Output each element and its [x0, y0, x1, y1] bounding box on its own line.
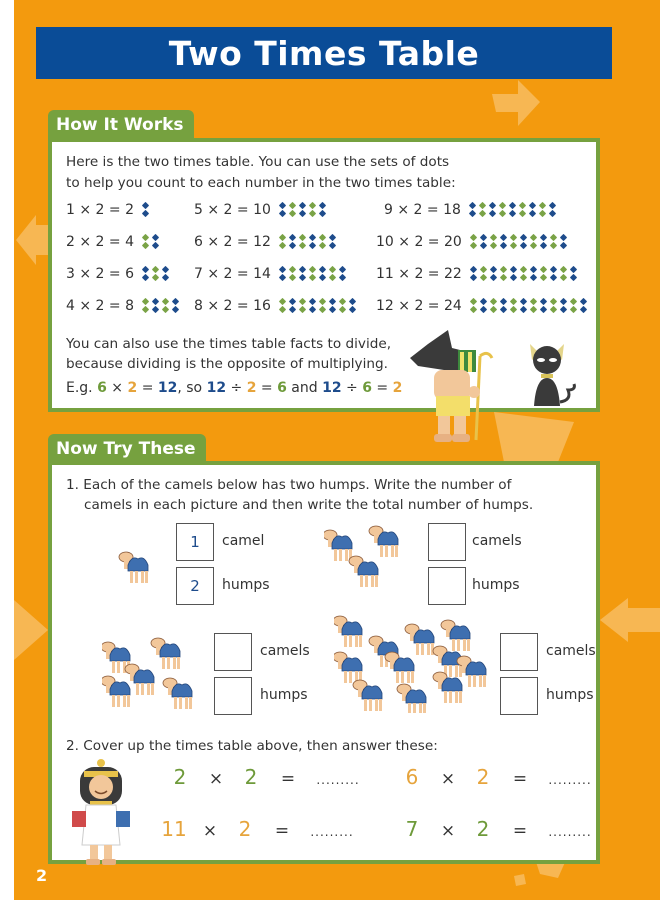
question-1-line-2: camels in each picture and then write the total number of humps.	[84, 497, 534, 513]
camel-count-input[interactable]	[500, 633, 538, 671]
calc-equals: =	[512, 821, 528, 841]
hump-count-input[interactable]: 2	[176, 567, 214, 605]
calculation-row	[396, 765, 598, 789]
fact-equation: 3 × 2 = 6	[66, 266, 134, 282]
counting-dots-icon	[142, 266, 169, 282]
fact-equation: 6 × 2 = 12	[194, 234, 271, 250]
times-table-fact	[66, 266, 169, 282]
times-table-fact	[66, 234, 159, 250]
example-number: 2	[246, 380, 257, 396]
fact-equation: 11 × 2 = 22	[376, 266, 462, 282]
hump-count-label: humps	[222, 577, 270, 593]
arrow-decoration-icon	[506, 860, 576, 890]
example-number: 12	[157, 380, 178, 396]
counting-dots-icon	[470, 266, 577, 282]
counting-dots-icon	[142, 298, 179, 314]
calc-operator: ×	[440, 821, 456, 841]
answer-blank-input[interactable]: .........	[316, 773, 360, 787]
calc-operator: ×	[440, 769, 456, 789]
calculation-row	[158, 817, 360, 841]
hump-count-label: humps	[472, 577, 520, 593]
times-table-fact	[376, 234, 567, 250]
camel-count-input[interactable]	[428, 523, 466, 561]
title-bar	[36, 27, 612, 79]
hump-count-input[interactable]	[214, 677, 252, 715]
calculation-row	[164, 765, 366, 789]
worksheet-page	[14, 0, 660, 900]
divide-line-2: because dividing is the opposite of multiplying.	[66, 356, 388, 372]
hump-count-label: humps	[260, 687, 308, 703]
question-2: 2. Cover up the times table above, then answer these:	[66, 738, 438, 754]
answer-blank-input[interactable]: .........	[310, 825, 354, 839]
egyptian-girl-illustration-icon	[70, 757, 132, 869]
counting-dots-icon	[142, 234, 159, 250]
example-number: 6	[362, 380, 372, 396]
example-number: 6	[97, 380, 107, 396]
calc-equals: =	[274, 821, 290, 841]
camel-count-label: camels	[472, 533, 522, 549]
intro-text	[66, 152, 456, 194]
example-number: 12	[206, 380, 227, 396]
calculation-row	[396, 817, 598, 841]
example-operator: ÷	[230, 380, 243, 396]
now-try-these-panel	[48, 461, 600, 864]
example-number: 2	[127, 380, 138, 396]
divide-line-1: You can also use the times table facts to divide,	[66, 336, 392, 352]
tab-how-it-works: How It Works	[48, 110, 194, 139]
example-word: and	[291, 380, 318, 396]
arrow-right-decoration-icon	[492, 80, 542, 128]
answer-blank-input[interactable]: .........	[548, 825, 592, 839]
times-table-fact	[376, 298, 587, 314]
example-number: 6	[277, 380, 287, 396]
example-operator: =	[376, 380, 389, 396]
example-number: 2	[392, 380, 403, 396]
example-number: 12	[322, 380, 342, 396]
answer-blank-input[interactable]: .........	[548, 773, 592, 787]
intro-line-2: to help you count to each number in the two times table:	[66, 175, 456, 191]
times-table-fact	[194, 298, 356, 314]
page-number: 2	[36, 866, 48, 885]
hump-count-input[interactable]	[428, 567, 466, 605]
hump-count-input[interactable]	[500, 677, 538, 715]
counting-dots-icon	[279, 202, 326, 218]
anubis-illustration-icon	[408, 330, 498, 446]
fact-equation: 2 × 2 = 4	[66, 234, 134, 250]
fact-equation: 9 × 2 = 18	[384, 202, 461, 218]
calc-equals: =	[512, 769, 528, 789]
camels-illustration-icon	[324, 523, 424, 595]
fact-equation: 12 × 2 = 24	[376, 298, 462, 314]
division-example	[66, 380, 402, 396]
hump-count-label: humps	[546, 687, 594, 703]
times-table-fact	[194, 234, 336, 250]
camel-count-label: camels	[260, 643, 310, 659]
tab-now-try-these: Now Try These	[48, 434, 206, 463]
how-it-works-panel	[48, 138, 600, 412]
calc-operand: 7	[405, 817, 419, 841]
times-table-fact	[66, 298, 179, 314]
fact-equation: 1 × 2 = 2	[66, 202, 134, 218]
page-title: Two Times Table	[168, 33, 480, 73]
calc-operand: 11	[161, 817, 187, 841]
fact-equation: 8 × 2 = 16	[194, 298, 271, 314]
example-prefix: E.g.	[66, 380, 93, 396]
example-operator: =	[260, 380, 273, 396]
divide-text	[66, 334, 391, 374]
example-operator: ÷	[346, 380, 358, 396]
example-word: , so	[177, 380, 203, 396]
calc-operand: 2	[173, 765, 187, 789]
question-1-line-1: 1. Each of the camels below has two humps. Write the number of	[66, 477, 512, 493]
arrow-left-decoration-icon	[16, 215, 52, 265]
times-table-fact	[384, 202, 556, 218]
calc-operand: 2	[244, 765, 258, 789]
counting-dots-icon	[470, 234, 567, 250]
intro-line-1: Here is the two times table. You can use the sets of dots	[66, 154, 450, 170]
times-table-fact	[194, 202, 326, 218]
counting-dots-icon	[469, 202, 556, 218]
calc-operator: ×	[208, 769, 224, 789]
calc-equals: =	[280, 769, 296, 789]
calc-operator: ×	[202, 821, 218, 841]
camel-count-label: camels	[546, 643, 596, 659]
question-1	[66, 475, 533, 515]
fact-equation: 4 × 2 = 8	[66, 298, 134, 314]
times-table-fact	[376, 266, 577, 282]
camel-count-input[interactable]: 1	[176, 523, 214, 561]
fact-equation: 7 × 2 = 14	[194, 266, 271, 282]
times-table-fact	[194, 266, 346, 282]
calc-operand: 2	[476, 765, 490, 789]
black-cat-illustration-icon	[524, 340, 578, 410]
camels-illustration-icon	[334, 613, 494, 713]
example-operator: ×	[111, 380, 124, 396]
arrow-decoration-icon	[14, 600, 48, 660]
counting-dots-icon	[279, 234, 336, 250]
camel-count-input[interactable]	[214, 633, 252, 671]
fact-equation: 5 × 2 = 10	[194, 202, 271, 218]
counting-dots-icon	[279, 298, 356, 314]
camels-illustration-icon	[102, 631, 212, 711]
calc-operand: 6	[405, 765, 419, 789]
counting-dots-icon	[470, 298, 587, 314]
shape-decoration-icon	[494, 412, 574, 462]
counting-dots-icon	[279, 266, 346, 282]
arrow-left-decoration-icon	[600, 598, 660, 642]
fact-equation: 10 × 2 = 20	[376, 234, 462, 250]
camels-illustration-icon	[116, 545, 166, 595]
example-operator: =	[141, 380, 154, 396]
times-table-fact	[66, 202, 149, 218]
counting-dots-icon	[142, 202, 149, 218]
camel-count-label: camel	[222, 533, 265, 549]
calc-operand: 2	[238, 817, 252, 841]
calc-operand: 2	[476, 817, 490, 841]
